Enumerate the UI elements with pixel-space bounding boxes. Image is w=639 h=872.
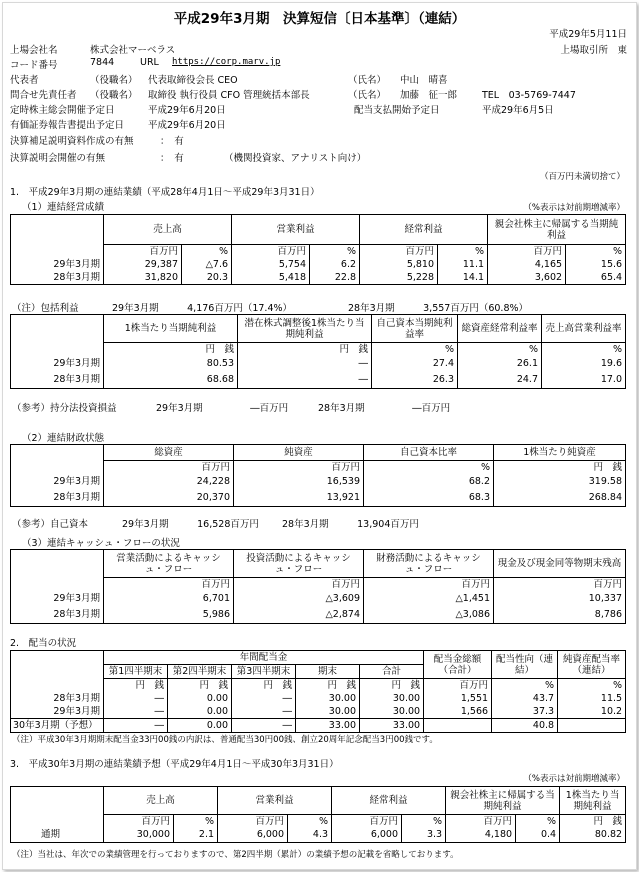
unit: 百万円 bbox=[104, 815, 174, 829]
cell: 19.6 bbox=[542, 356, 626, 372]
unit: 百万円 bbox=[494, 578, 626, 592]
unit: % bbox=[558, 679, 626, 693]
col-net-income: 親会社株主に帰属する当期純利益 bbox=[446, 787, 560, 815]
pct-note: （%表示は対前期増減率） bbox=[523, 203, 625, 213]
equity-method-29: 29年3月期 ―百万円 bbox=[156, 403, 289, 414]
rep-role-label: （役職名） bbox=[90, 75, 138, 86]
unit: % bbox=[182, 245, 232, 259]
cell: 4.3 bbox=[288, 828, 332, 842]
unit: 百万円 bbox=[232, 245, 310, 259]
cell: ― bbox=[104, 719, 168, 733]
cell: ― bbox=[232, 692, 296, 705]
unit: % bbox=[402, 815, 446, 829]
table-row bbox=[11, 271, 626, 285]
cell: 16,539 bbox=[234, 474, 364, 490]
forecast-pct-note: （%表示は対前期増減率） bbox=[523, 774, 625, 784]
col-total: 合計 bbox=[360, 665, 424, 679]
unit: 百万円 bbox=[424, 679, 492, 693]
unit: 百万円 bbox=[360, 245, 438, 259]
cell: 33.00 bbox=[296, 719, 360, 733]
cell: △3,086 bbox=[364, 607, 494, 623]
row-label: 30年3月期（予想） bbox=[11, 719, 104, 733]
page-title: 平成29年3月期 決算短信〔日本基準〕（連結） bbox=[173, 11, 466, 27]
cell: 11.5 bbox=[558, 692, 626, 705]
col-q3: 第3四半期末 bbox=[232, 665, 296, 679]
unit: % bbox=[492, 679, 558, 693]
cell: 80.82 bbox=[560, 828, 626, 842]
unit: % bbox=[566, 245, 626, 259]
cell: 4,165 bbox=[488, 258, 566, 271]
report-date: 平成29年5月11日 bbox=[549, 29, 627, 40]
cell: 10.2 bbox=[558, 705, 626, 719]
section-1-3-heading: （3）連結キャッシュ・フローの状況 bbox=[22, 538, 180, 549]
unit: 円 銭 bbox=[168, 679, 232, 693]
table-row bbox=[11, 474, 626, 490]
cell: 24,228 bbox=[104, 474, 234, 490]
col-op-margin: 売上高営業利益率 bbox=[542, 315, 626, 343]
cell: 319.58 bbox=[494, 474, 626, 490]
cell: 20.3 bbox=[182, 271, 232, 285]
cell: 13,921 bbox=[234, 490, 364, 506]
financial-position-table bbox=[10, 444, 626, 507]
report-filing-date: 平成29年6月20日 bbox=[148, 120, 226, 131]
table-row bbox=[11, 719, 626, 733]
cell: 68.2 bbox=[364, 474, 494, 490]
section-1-heading: 1. 平成29年3月期の連結業績（平成28年4月1日～平成29年3月31日） bbox=[10, 187, 320, 198]
cell: 43.7 bbox=[492, 692, 558, 705]
own-capital-label: （参考）自己資本 bbox=[12, 519, 89, 530]
cell: 0.00 bbox=[168, 705, 232, 719]
unit: % bbox=[516, 815, 560, 829]
section-3-heading: 3. 平成30年3月期の連結業績予想（平成29年4月1日～平成30年3月31日） bbox=[10, 759, 339, 770]
unit: % bbox=[310, 245, 360, 259]
dividend-start-date: 平成29年6月5日 bbox=[482, 105, 554, 116]
section-2-heading: 2. 配当の状況 bbox=[10, 638, 77, 649]
row-label: 28年3月期 bbox=[11, 692, 104, 705]
contact-name-label: （氏名） bbox=[348, 90, 387, 101]
col-ordinary-profit: 経常利益 bbox=[332, 787, 446, 815]
col-sales: 売上高 bbox=[104, 787, 218, 815]
unit: 百万円 bbox=[234, 578, 364, 592]
row-label: 通期 bbox=[11, 828, 104, 842]
unit: 円 銭 bbox=[560, 815, 626, 829]
cell: 5,418 bbox=[232, 271, 310, 285]
briefing-value: ： 有 bbox=[160, 153, 184, 164]
unit: 円 銭 bbox=[104, 343, 238, 357]
col-financing-cf: 財務活動によるキャッシュ・フロー bbox=[364, 550, 494, 578]
table-row bbox=[11, 607, 626, 623]
cell: 80.53 bbox=[104, 356, 238, 372]
cell: ― bbox=[104, 705, 168, 719]
rep-label: 代表者 bbox=[10, 75, 39, 86]
row-label: 29年3月期 bbox=[11, 258, 104, 271]
col-roa: 総資産経常利益率 bbox=[458, 315, 542, 343]
company-label: 上場会社名 bbox=[10, 45, 58, 56]
unit: % bbox=[438, 245, 488, 259]
cell: 15.6 bbox=[566, 258, 626, 271]
col-q1: 第1四半期末 bbox=[104, 665, 168, 679]
col-ordinary-profit: 経常利益 bbox=[360, 215, 488, 245]
unit: % bbox=[364, 461, 494, 475]
table-row bbox=[11, 258, 626, 271]
cash-flow-table bbox=[10, 549, 626, 624]
cell: 22.8 bbox=[310, 271, 360, 285]
forecast-table bbox=[10, 786, 626, 843]
cell: 27.4 bbox=[372, 356, 458, 372]
table-row bbox=[11, 692, 626, 705]
row-label: 29年3月期 bbox=[11, 356, 104, 372]
row-label: 29年3月期 bbox=[11, 591, 104, 607]
unit: 百万円 bbox=[446, 815, 516, 829]
col-net-income: 親会社株主に帰属する当期純利益 bbox=[488, 215, 626, 245]
row-label: 28年3月期 bbox=[11, 372, 104, 388]
cell: ― bbox=[232, 705, 296, 719]
cell: 6,701 bbox=[104, 591, 234, 607]
cell: 33.00 bbox=[360, 719, 424, 733]
unit: 円 銭 bbox=[104, 679, 168, 693]
cell: 1,551 bbox=[424, 692, 492, 705]
cell: 5,754 bbox=[232, 258, 310, 271]
cell: 30.00 bbox=[360, 705, 424, 719]
unit: % bbox=[174, 815, 218, 829]
col-q2: 第2四半期末 bbox=[168, 665, 232, 679]
col-eps: 1株当たり当期純利益 bbox=[104, 315, 238, 343]
cell: 0.00 bbox=[168, 692, 232, 705]
row-label: 28年3月期 bbox=[11, 607, 104, 623]
table-row bbox=[11, 828, 626, 842]
row-label: 28年3月期 bbox=[11, 490, 104, 506]
header-blank bbox=[11, 215, 104, 245]
cell: △7.6 bbox=[182, 258, 232, 271]
cell bbox=[558, 719, 626, 733]
unit: % bbox=[372, 343, 458, 357]
cell: 1,566 bbox=[424, 705, 492, 719]
comprehensive-income-label: （注）包括利益 bbox=[12, 303, 79, 314]
report-filing-label: 有価証券報告書提出予定日 bbox=[10, 120, 125, 131]
col-eps: 1株当たり当期純利益 bbox=[560, 787, 626, 815]
cell: 4,180 bbox=[446, 828, 516, 842]
unit: 円 銭 bbox=[360, 679, 424, 693]
cell: ― bbox=[232, 719, 296, 733]
cell: 6.2 bbox=[310, 258, 360, 271]
supplementary-value: ： 有 bbox=[160, 136, 184, 147]
col-annual-dividend: 年間配当金 bbox=[104, 651, 424, 665]
unit: 円 銭 bbox=[232, 679, 296, 693]
col-operating-profit: 営業利益 bbox=[218, 787, 332, 815]
cell: 0.00 bbox=[168, 719, 232, 733]
briefing-note: （機関投資家、アナリスト向け） bbox=[224, 153, 367, 164]
col-operating-cf: 営業活動によるキャッシュ・フロー bbox=[104, 550, 234, 578]
cell: 14.1 bbox=[438, 271, 488, 285]
url-label: URL bbox=[140, 57, 159, 68]
own-capital-28: 28年3月期 13,904百万円 bbox=[282, 519, 419, 530]
contact-label: 問合せ先責任者 bbox=[10, 90, 77, 101]
col-dividend-total: 配当金総額（合計） bbox=[424, 651, 492, 679]
own-capital-29: 29年3月期 16,528百万円 bbox=[122, 519, 259, 530]
col-year-end: 期末 bbox=[296, 665, 360, 679]
dividends-table bbox=[10, 650, 626, 733]
forecast-note: （注）当社は、年次での業績管理を行っておりますので、第2四半期（累計）の業績予想の記載を省略しております。 bbox=[12, 850, 459, 860]
col-bps: 1株当たり純資産 bbox=[494, 445, 626, 461]
unit: 百万円 bbox=[488, 245, 566, 259]
equity-method-label: （参考）持分法投資損益 bbox=[12, 403, 117, 414]
col-net-assets: 純資産 bbox=[234, 445, 364, 461]
cell: 26.3 bbox=[372, 372, 458, 388]
cell: △2,874 bbox=[234, 607, 364, 623]
cell: 6,000 bbox=[332, 828, 402, 842]
cell: 24.7 bbox=[458, 372, 542, 388]
cell: 11.1 bbox=[438, 258, 488, 271]
row-label: 28年3月期 bbox=[11, 271, 104, 285]
equity-method-28: 28年3月期 ―百万円 bbox=[318, 403, 451, 414]
contact-tel: TEL 03-5769-7447 bbox=[482, 90, 576, 101]
rounding-note: （百万円未満切捨て） bbox=[539, 172, 625, 182]
cell: △1,451 bbox=[364, 591, 494, 607]
section-1-2-heading: （2）連結財政状態 bbox=[22, 433, 105, 444]
unit: 円 銭 bbox=[296, 679, 360, 693]
company-name: 株式会社マーベラス bbox=[90, 45, 176, 56]
cell: 8,786 bbox=[494, 607, 626, 623]
code-label: コード番号 bbox=[10, 60, 58, 71]
cell: 40.8 bbox=[492, 719, 558, 733]
section-1-1-heading: （1）連結経営成績 bbox=[22, 202, 105, 213]
contact-name: 加藤 征一郎 bbox=[400, 90, 458, 101]
row-label: 29年3月期 bbox=[11, 705, 104, 719]
table-row bbox=[11, 356, 626, 372]
briefing-label: 決算説明会開催の有無 bbox=[10, 153, 106, 164]
unit: % bbox=[458, 343, 542, 357]
cell: 65.4 bbox=[566, 271, 626, 285]
cell: 20,370 bbox=[104, 490, 234, 506]
cell: 29,387 bbox=[104, 258, 182, 271]
comprehensive-income-28: 28年3月期 3,557百万円（60.8%） bbox=[348, 303, 529, 314]
cell: 68.3 bbox=[364, 490, 494, 506]
rep-role: 代表取締役会長 CEO bbox=[148, 75, 238, 86]
cell: 31,820 bbox=[104, 271, 182, 285]
col-total-assets: 総資産 bbox=[104, 445, 234, 461]
col-diluted-eps: 潜在株式調整後1株当たり当期純利益 bbox=[238, 315, 372, 343]
unit: 百万円 bbox=[332, 815, 402, 829]
cell: 68.68 bbox=[104, 372, 238, 388]
table-row bbox=[11, 705, 626, 719]
cell: 30.00 bbox=[360, 692, 424, 705]
table-row bbox=[11, 372, 626, 388]
cell: 3.3 bbox=[402, 828, 446, 842]
unit: 円 銭 bbox=[494, 461, 626, 475]
cell: ― bbox=[238, 356, 372, 372]
cell: 30.00 bbox=[296, 692, 360, 705]
unit: 円 銭 bbox=[238, 343, 372, 357]
col-equity-ratio: 自己資本比率 bbox=[364, 445, 494, 461]
contact-role-label: （役職名） bbox=[90, 90, 138, 101]
cell: 0.4 bbox=[516, 828, 560, 842]
col-payout-ratio: 配当性向（連結） bbox=[492, 651, 558, 679]
table-row bbox=[11, 591, 626, 607]
cell: 268.84 bbox=[494, 490, 626, 506]
table-row bbox=[11, 490, 626, 506]
supplementary-label: 決算補足説明資料作成の有無 bbox=[10, 136, 134, 147]
col-sales: 売上高 bbox=[104, 215, 232, 245]
code-value: 7844 bbox=[90, 57, 115, 68]
col-operating-profit: 営業利益 bbox=[232, 215, 360, 245]
cell: 30,000 bbox=[104, 828, 174, 842]
cell: 10,337 bbox=[494, 591, 626, 607]
cell: 2.1 bbox=[174, 828, 218, 842]
row-label: 29年3月期 bbox=[11, 474, 104, 490]
unit: 百万円 bbox=[218, 815, 288, 829]
agm-label: 定時株主総会開催予定日 bbox=[10, 105, 115, 116]
unit: 百万円 bbox=[364, 578, 494, 592]
operating-results-table bbox=[10, 214, 626, 285]
unit: 百万円 bbox=[104, 578, 234, 592]
cell: 5,228 bbox=[360, 271, 438, 285]
cell: ― bbox=[104, 692, 168, 705]
rep-name: 中山 晴喜 bbox=[400, 75, 448, 86]
unit: % bbox=[542, 343, 626, 357]
col-cash-balance: 現金及び現金同等物期末残高 bbox=[494, 550, 626, 578]
url-link[interactable]: https://corp.marv.jp bbox=[172, 57, 281, 67]
col-dividend-on-equity: 純資産配当率（連結） bbox=[558, 651, 626, 679]
col-roe: 自己資本当期純利益率 bbox=[372, 315, 458, 343]
cell: 17.0 bbox=[542, 372, 626, 388]
cell: 26.1 bbox=[458, 356, 542, 372]
agm-date: 平成29年6月20日 bbox=[148, 105, 226, 116]
unit: 百万円 bbox=[104, 245, 182, 259]
unit: 百万円 bbox=[234, 461, 364, 475]
cell: 6,000 bbox=[218, 828, 288, 842]
cell: △3,609 bbox=[234, 591, 364, 607]
contact-role: 取締役 執行役員 CFO 管理統括本部長 bbox=[148, 90, 310, 101]
col-investing-cf: 投資活動によるキャッシュ・フロー bbox=[234, 550, 364, 578]
unit: 百万円 bbox=[104, 461, 234, 475]
rep-name-label: （氏名） bbox=[348, 75, 387, 86]
unit: % bbox=[288, 815, 332, 829]
dividend-start-label: 配当支払開始予定日 bbox=[354, 105, 440, 116]
cell: 30.00 bbox=[296, 705, 360, 719]
per-share-table bbox=[10, 314, 626, 389]
exchange: 上場取引所 東 bbox=[560, 45, 627, 56]
comprehensive-income-29: 29年3月期 4,176百万円（17.4%） bbox=[112, 303, 293, 314]
dividend-note: （注）平成30年3月期期末配当金33円00銭の内訳は、普通配当30円00銭、創立20周年記念配当3円00銭です。 bbox=[12, 735, 438, 745]
cell: 37.3 bbox=[492, 705, 558, 719]
cell: 5,986 bbox=[104, 607, 234, 623]
cell: 5,810 bbox=[360, 258, 438, 271]
cell: 3,602 bbox=[488, 271, 566, 285]
cell bbox=[424, 719, 492, 733]
cell: ― bbox=[238, 372, 372, 388]
